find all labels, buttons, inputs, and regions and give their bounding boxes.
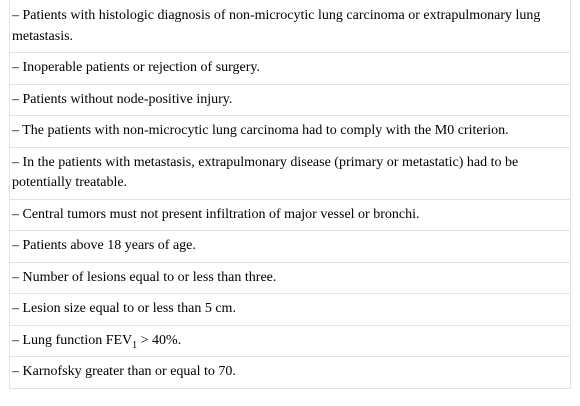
inclusion-criteria-table — [9, 0, 571, 389]
criterion-m0: – The patients with non-microcytic lung carcinoma had to comply with the M0 criterion. — [10, 116, 571, 148]
table-row — [10, 199, 571, 231]
table-row — [10, 294, 571, 326]
criterion-histologic-diagnosis: – Patients with histologic diagnosis of non-microcytic lung carcinoma or extrapulmonary lung metastasis. — [12, 8, 541, 44]
criterion-age: – Patients above 18 years of age. — [10, 231, 571, 263]
criterion-lesion-size: – Lesion size equal to or less than 5 cm. — [10, 294, 571, 326]
lung-function-suffix: > 40%. — [137, 332, 182, 348]
criterion-central-tumors: – Central tumors must not present infiltration of major vessel or bronchi. — [10, 199, 571, 231]
table-row — [10, 262, 571, 294]
criterion-node-negative: – Patients without node-positive injury. — [10, 84, 571, 116]
criterion-karnofsky: – Karnofsky greater than or equal to 70. — [10, 357, 571, 389]
table-row — [10, 0, 571, 53]
criterion-lung-function — [10, 325, 571, 357]
table-row — [10, 147, 571, 199]
criterion-number-of-lesions: – Number of lesions equal to or less than three. — [10, 262, 571, 294]
lung-function-prefix: – Lung function FEV — [12, 332, 133, 348]
table-row — [10, 116, 571, 148]
table-row — [10, 84, 571, 116]
criterion-inoperable: – Inoperable patients or rejection of surgery. — [10, 53, 571, 85]
table-row — [10, 231, 571, 263]
lung-function-subscript: 1 — [132, 339, 138, 351]
table-row — [10, 357, 571, 389]
criterion-extrapulmonary-treatable: – In the patients with metastasis, extrapulmonary disease (primary or metastatic) had to be potentially treatable. — [10, 147, 571, 199]
table-row — [10, 53, 571, 85]
table-row — [10, 325, 571, 357]
